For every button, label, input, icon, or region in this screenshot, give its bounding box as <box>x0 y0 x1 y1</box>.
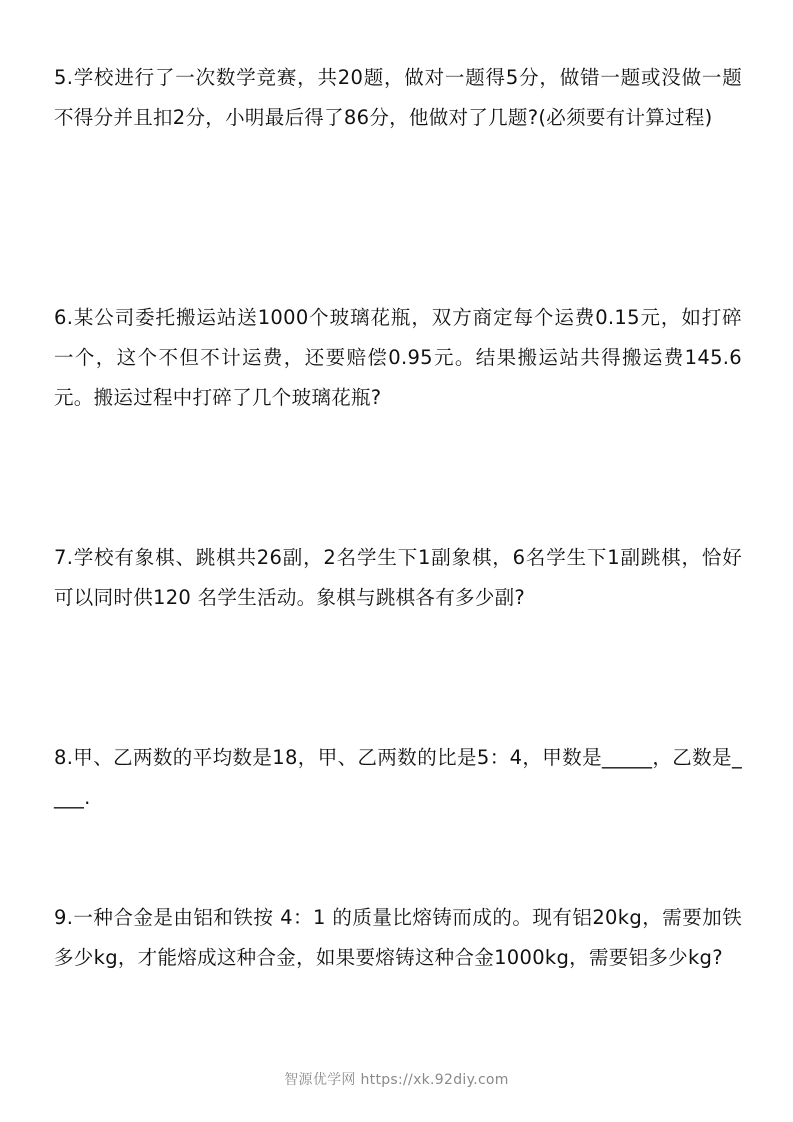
footer-watermark: 智源优学网 https://xk.92diy.com <box>284 1072 509 1088</box>
question-9: 9.一种合金是由铝和铁按 4：1 的质量比熔铸而成的。现有铝20kg，需要加铁多少kg，才能熔成这种合金，如果要熔铸这种合金1000kg，需要铝多少kg? <box>54 906 742 969</box>
question-7: 7.学校有象棋、跳棋共26副，2名学生下1副象棋，6名学生下1副跳棋，恰好可以同时供120 名学生活动。象棋与跳棋各有多少副? <box>54 546 742 609</box>
question-5: 5.学校进行了一次数学竞赛，共20题，做对一题得5分，做错一题或没做一题不得分并且扣2分，小明最后得了86分，他做对了几题?(必须要有计算过程) <box>54 66 742 129</box>
question-6: 6.某公司委托搬运站送1000个玻璃花瓶，双方商定每个运费0.15元，如打碎一个，这个不但不计运费，还要赔偿0.95元。结果搬运站共得搬运费145.6 元。搬运过程中打碎了几个玻璃花瓶? <box>54 306 742 409</box>
question-8: 8.甲、乙两数的平均数是18，甲、乙两数的比是5：4，甲数是_____，乙数是____. <box>54 746 742 809</box>
